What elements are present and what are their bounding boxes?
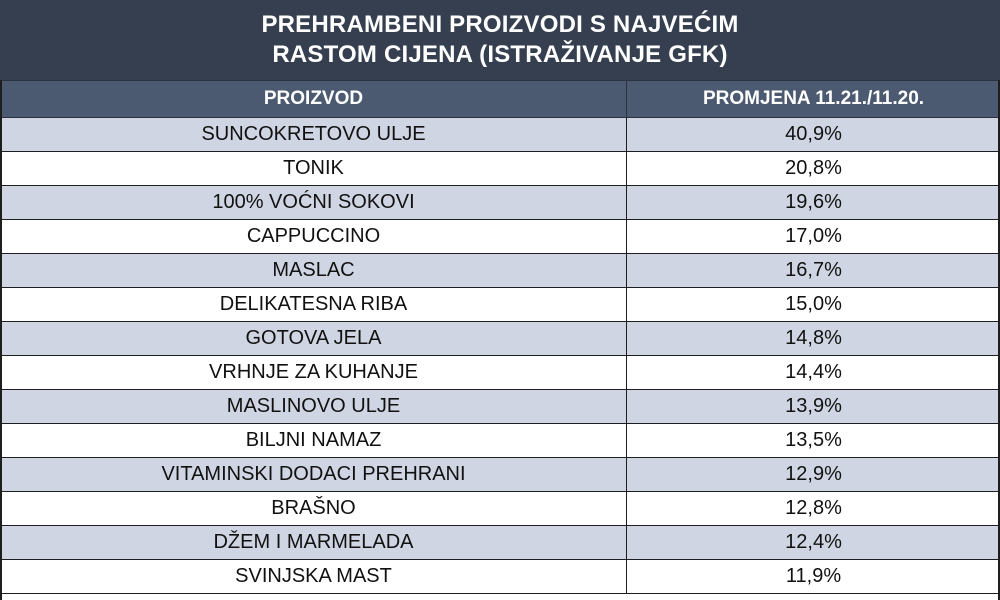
change-cell: 40,9%	[627, 118, 1000, 152]
title-line-1: PREHRAMBENI PROIZVODI S NAJVEĆIM	[261, 11, 739, 38]
table-row	[1, 560, 1000, 594]
left-border	[0, 80, 2, 600]
change-cell: 12,8%	[627, 492, 1000, 526]
table-row	[1, 322, 1000, 356]
change-cell: 12,4%	[627, 526, 1000, 560]
table-row	[1, 220, 1000, 254]
product-cell: SUNCOKRETOVO ULJE	[1, 118, 627, 152]
table-row	[1, 118, 1000, 152]
table-row	[1, 424, 1000, 458]
change-cell: 16,7%	[627, 254, 1000, 288]
product-cell: MASLAC	[1, 254, 627, 288]
table-row	[1, 356, 1000, 390]
product-cell: VITAMINSKI DODACI PREHRANI	[1, 458, 627, 492]
price-change-table	[0, 80, 1000, 594]
table-row	[1, 186, 1000, 220]
table-row	[1, 458, 1000, 492]
product-cell: TONIK	[1, 152, 627, 186]
change-cell: 19,6%	[627, 186, 1000, 220]
change-cell: 12,9%	[627, 458, 1000, 492]
product-cell: DŽEM I MARMELADA	[1, 526, 627, 560]
change-cell: 15,0%	[627, 288, 1000, 322]
change-cell: 17,0%	[627, 220, 1000, 254]
title-line-2: RASTOM CIJENA (ISTRAŽIVANJE GFK)	[272, 41, 728, 68]
product-cell: VRHNJE ZA KUHANJE	[1, 356, 627, 390]
change-cell: 11,9%	[627, 560, 1000, 594]
change-cell: 13,9%	[627, 390, 1000, 424]
change-cell: 14,8%	[627, 322, 1000, 356]
table-header-row	[1, 81, 1000, 118]
change-cell: 14,4%	[627, 356, 1000, 390]
table-row	[1, 390, 1000, 424]
product-cell: CAPPUCCINO	[1, 220, 627, 254]
product-cell: DELIKATESNA RIBA	[1, 288, 627, 322]
product-cell: GOTOVA JELA	[1, 322, 627, 356]
product-cell: BILJNI NAMAZ	[1, 424, 627, 458]
product-cell: 100% VOĆNI SOKOVI	[1, 186, 627, 220]
header-product: PROIZVOD	[1, 81, 627, 118]
table-row	[1, 288, 1000, 322]
product-cell: MASLINOVO ULJE	[1, 390, 627, 424]
table-row	[1, 254, 1000, 288]
product-cell: SVINJSKA MAST	[1, 560, 627, 594]
table-row	[1, 152, 1000, 186]
table-row	[1, 526, 1000, 560]
table-row	[1, 492, 1000, 526]
change-cell: 13,5%	[627, 424, 1000, 458]
change-cell: 20,8%	[627, 152, 1000, 186]
product-cell: BRAŠNO	[1, 492, 627, 526]
header-change: PROMJENA 11.21./11.20.	[627, 81, 1000, 118]
title-banner	[0, 0, 1000, 80]
